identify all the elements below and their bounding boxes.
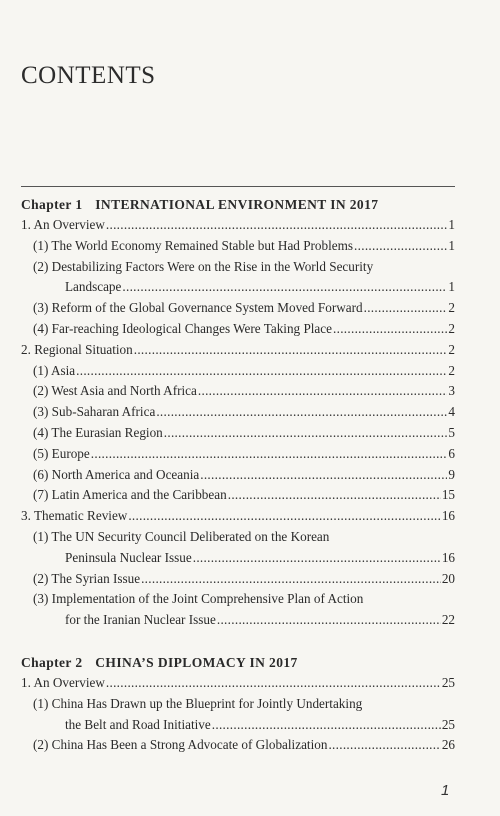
- leader-dots: [106, 215, 448, 236]
- toc-entry-regional-situation[interactable]: [21, 340, 455, 361]
- toc-entry-latin-america[interactable]: [21, 485, 455, 506]
- toc-entry-globalization[interactable]: [21, 735, 455, 756]
- chapter-1-section: [21, 196, 455, 631]
- entry-page: 26: [441, 737, 455, 753]
- divider-rule: [21, 186, 455, 187]
- toc-entry-iranian-nuclear[interactable]: [21, 610, 455, 631]
- entry-label: (2) China Has Been a Strong Advocate of Globalization: [33, 737, 328, 753]
- toc-entry-syrian-issue[interactable]: [21, 569, 455, 590]
- toc-entry-korean-peninsula[interactable]: [21, 548, 455, 569]
- leader-dots: [200, 465, 447, 486]
- toc-entry-overview[interactable]: [21, 215, 455, 236]
- entry-label: Peninsula Nuclear Issue: [65, 549, 192, 565]
- leader-dots: [228, 485, 441, 506]
- chapter-1-heading[interactable]: [21, 196, 455, 214]
- chapter-number: Chapter 2: [21, 655, 83, 670]
- toc-entry-belt-road-line1[interactable]: (1) China Has Drawn up the Blueprint for Jointly Undertaking: [33, 695, 363, 711]
- entry-label: for the Iranian Nuclear Issue: [65, 612, 216, 628]
- entry-page: 25: [441, 716, 455, 732]
- chapter-2-section: [21, 654, 455, 756]
- page-heading: CONTENTS: [21, 62, 156, 89]
- toc-entry-belt-road[interactable]: [21, 715, 455, 736]
- entry-page: 2: [448, 341, 455, 357]
- entry-label: 1. An Overview: [21, 217, 105, 232]
- page-number: 1: [441, 782, 450, 799]
- entry-page: 20: [441, 570, 455, 586]
- leader-dots: [217, 610, 441, 631]
- toc-entry-sub-saharan-africa[interactable]: [21, 402, 455, 423]
- entry-page: 2: [448, 300, 455, 316]
- entry-label: (1) Asia: [33, 362, 76, 378]
- toc-entry-global-governance[interactable]: [21, 298, 455, 319]
- chapter-title: INTERNATIONAL ENVIRONMENT IN 2017: [95, 197, 379, 212]
- entry-label: the Belt and Road Initiative: [65, 716, 211, 732]
- entry-page: 6: [448, 445, 455, 461]
- leader-dots: [91, 444, 448, 465]
- entry-page: 16: [441, 508, 455, 524]
- entry-label: (2) The Syrian Issue: [33, 570, 141, 586]
- entry-page: 1: [448, 237, 455, 253]
- entry-label: (4) The Eurasian Region: [33, 424, 163, 440]
- toc-entry-europe[interactable]: [21, 444, 455, 465]
- toc-entry-jcpoa-line1[interactable]: (3) Implementation of the Joint Comprehensive Plan of Action: [33, 591, 364, 607]
- entry-page: 25: [441, 675, 455, 690]
- entry-page: 1: [448, 279, 455, 295]
- leader-dots: [156, 402, 447, 423]
- leader-dots: [76, 361, 447, 382]
- entry-page: 9: [448, 466, 455, 482]
- entry-page: 1: [448, 217, 455, 232]
- toc-entry-eurasian-region[interactable]: [21, 423, 455, 444]
- leader-dots: [128, 506, 440, 527]
- leader-dots: [354, 236, 447, 257]
- entry-label: (3) Sub-Saharan Africa: [33, 404, 156, 420]
- entry-page: 22: [441, 612, 455, 628]
- toc-entry-north-america[interactable]: [21, 465, 455, 486]
- entry-label: (6) North America and Oceania: [33, 466, 200, 482]
- leader-dots: [193, 548, 441, 569]
- toc-entry-destabilizing-line1[interactable]: (2) Destabilizing Factors Were on the Rise in the World Security: [33, 258, 374, 274]
- leader-dots: [141, 569, 441, 590]
- leader-dots: [364, 298, 448, 319]
- chapter-2-heading[interactable]: [21, 654, 455, 672]
- entry-label: Landscape: [65, 279, 122, 295]
- entry-label: (4) Far-reaching Ideological Changes Were Taking Place: [33, 320, 332, 336]
- entry-label: 1. An Overview: [21, 675, 105, 690]
- entry-page: 5: [448, 424, 455, 440]
- toc-entry-thematic-review[interactable]: [21, 506, 455, 527]
- leader-dots: [164, 423, 448, 444]
- leader-dots: [122, 277, 447, 298]
- entry-label: 2. Regional Situation: [21, 341, 133, 357]
- leader-dots: [106, 673, 441, 694]
- entry-label: (2) West Asia and North Africa: [33, 383, 197, 399]
- entry-page: 2: [448, 362, 455, 378]
- entry-page: 2: [448, 320, 455, 336]
- entry-page: 16: [441, 549, 455, 565]
- toc-entry-world-economy[interactable]: [21, 236, 455, 257]
- leader-dots: [134, 340, 448, 361]
- chapter-number: Chapter 1: [21, 197, 83, 212]
- toc-entry-ch2-overview[interactable]: [21, 673, 455, 694]
- toc-entry-ideological-changes[interactable]: [21, 319, 455, 340]
- leader-dots: [333, 319, 447, 340]
- leader-dots: [328, 735, 440, 756]
- entry-label: (7) Latin America and the Caribbean: [33, 487, 227, 503]
- entry-label: (1) The World Economy Remained Stable but Had Problems: [33, 237, 354, 253]
- entry-label: 3. Thematic Review: [21, 508, 128, 524]
- toc-entry-asia[interactable]: [21, 361, 455, 382]
- leader-dots: [198, 381, 448, 402]
- leader-dots: [212, 715, 441, 736]
- entry-label: (5) Europe: [33, 445, 90, 461]
- toc-entry-korean-line1[interactable]: (1) The UN Security Council Deliberated on the Korean: [33, 528, 330, 544]
- toc-entry-west-asia[interactable]: [21, 381, 455, 402]
- entry-label: (3) Reform of the Global Governance System Moved Forward: [33, 300, 363, 316]
- entry-page: 15: [441, 487, 455, 503]
- chapter-title: CHINA’S DIPLOMACY IN 2017: [95, 655, 298, 670]
- entry-page: 4: [448, 404, 455, 420]
- entry-page: 3: [448, 383, 455, 399]
- toc-entry-destabilizing[interactable]: [21, 277, 455, 298]
